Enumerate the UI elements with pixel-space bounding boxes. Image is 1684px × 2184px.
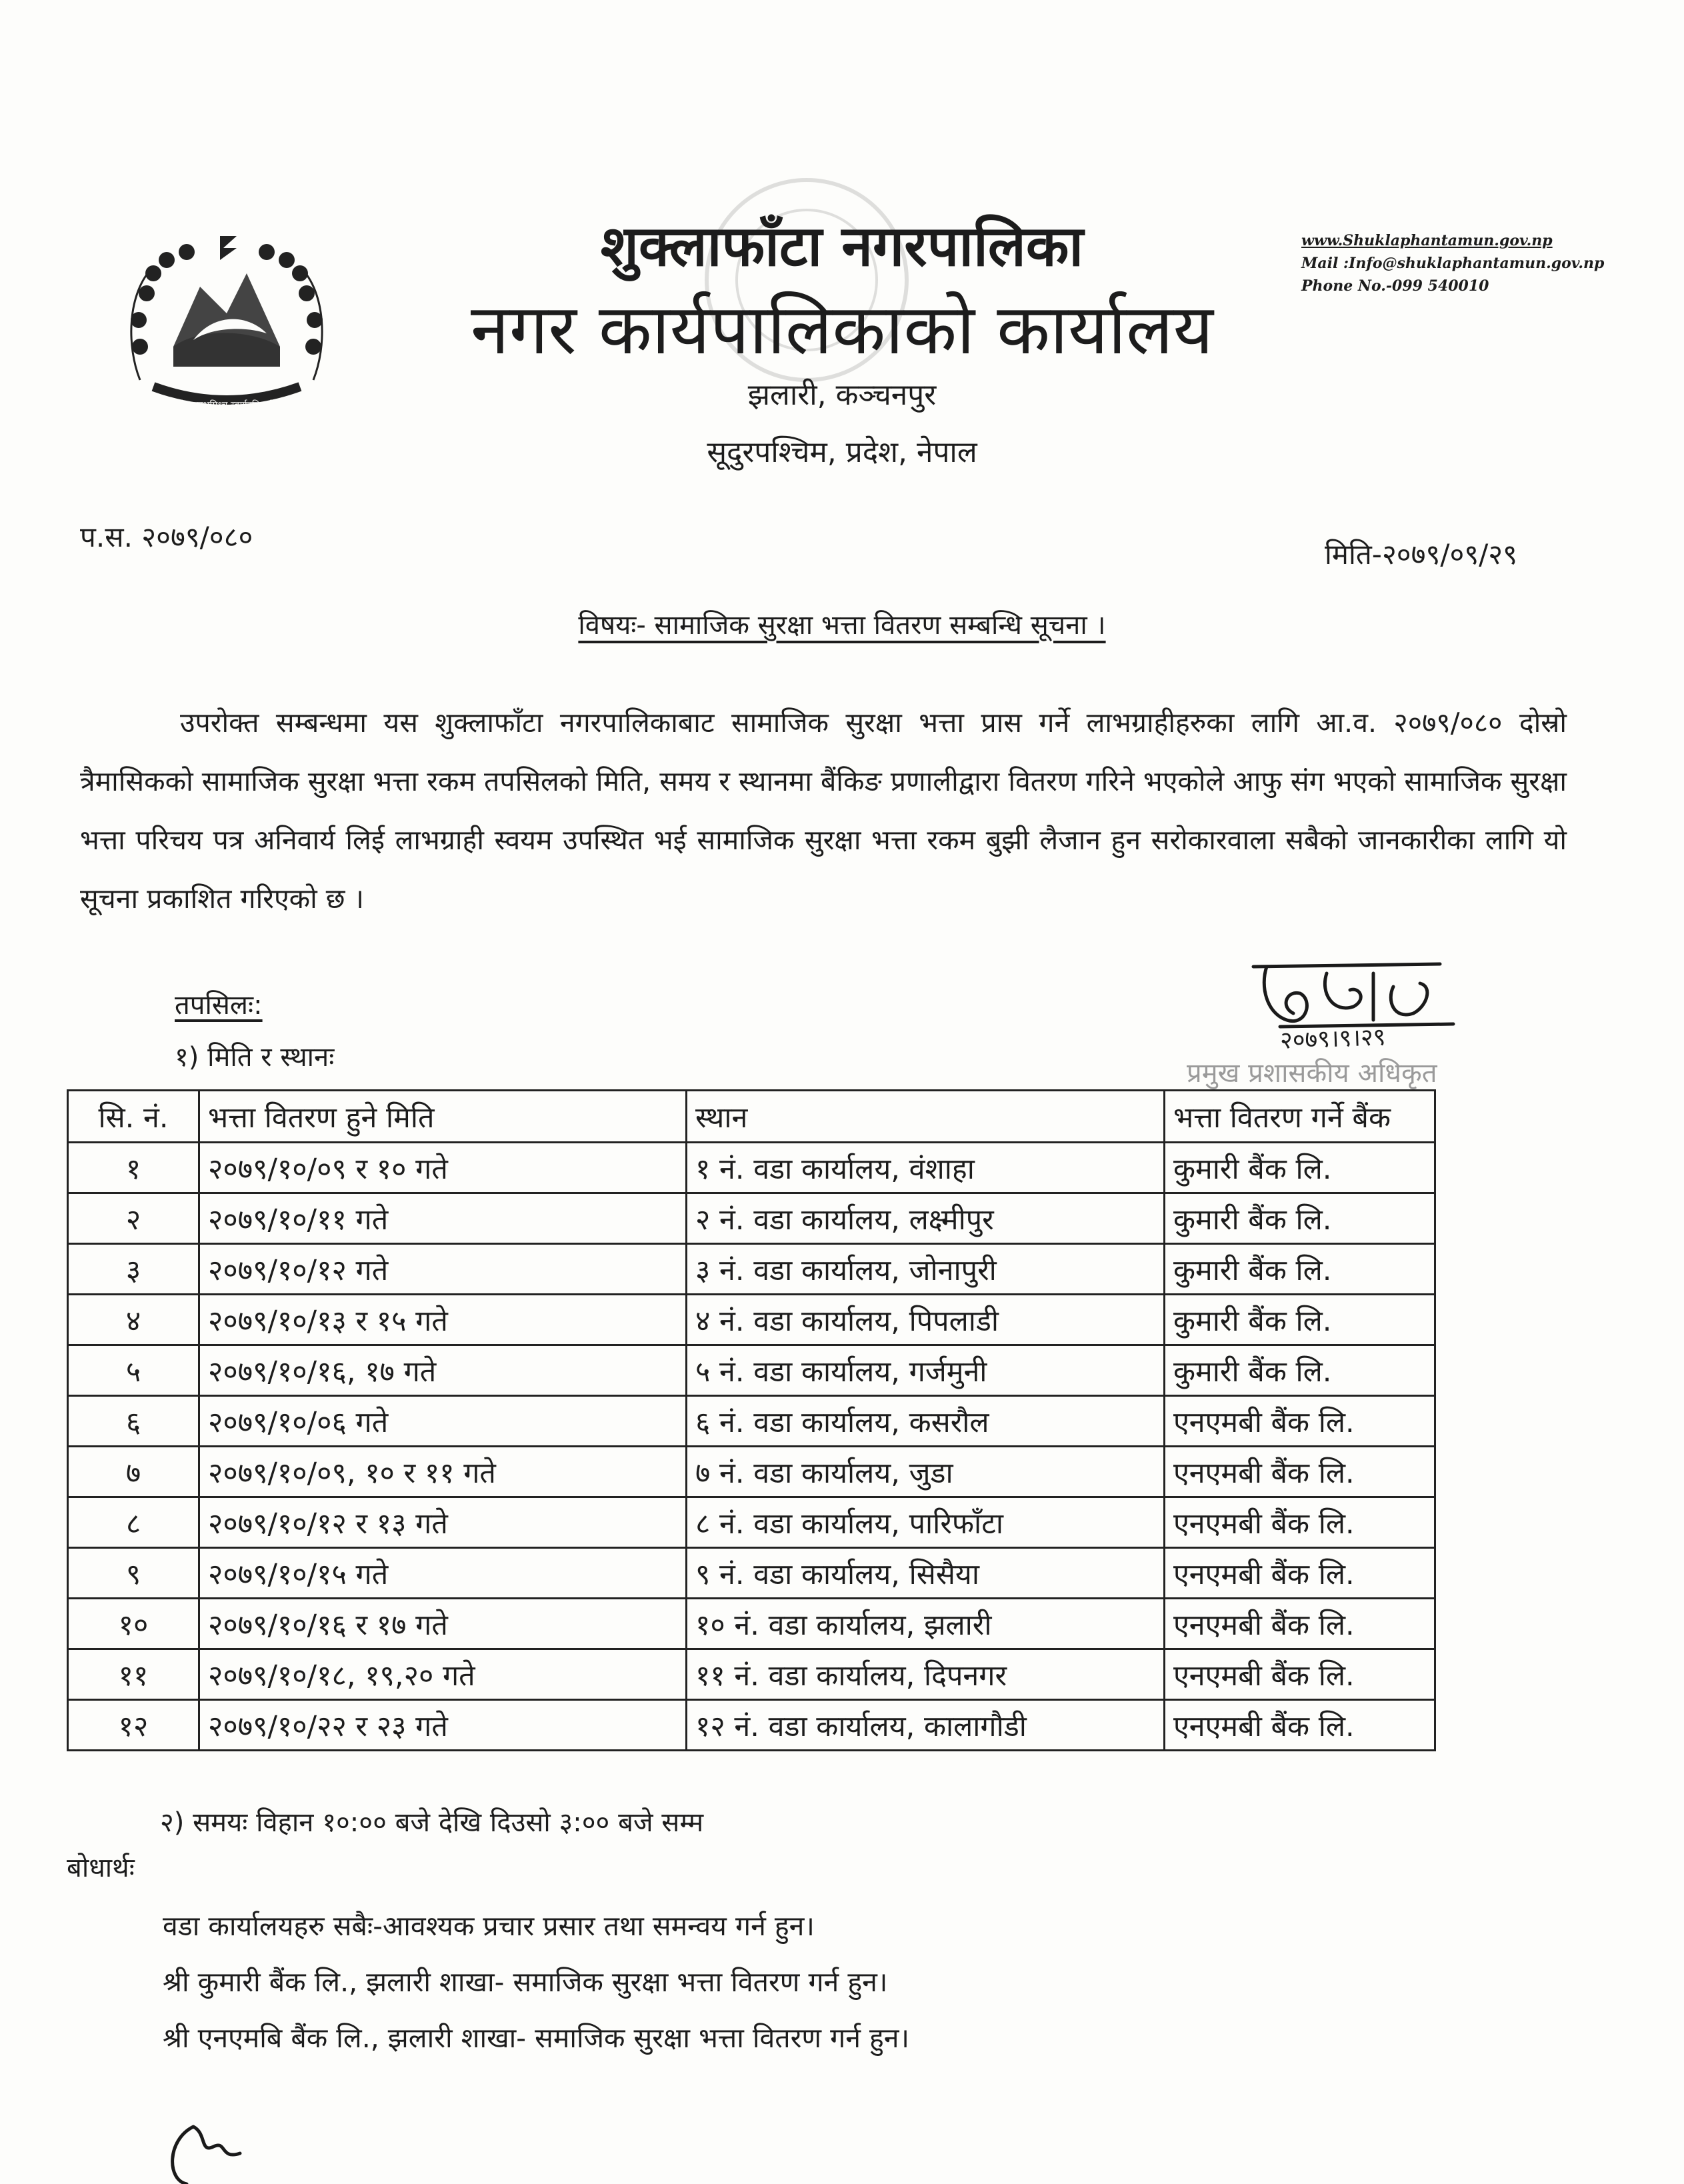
cell-date: २०७९/१०/१२ र १३ गते — [199, 1497, 687, 1548]
cc-line-3: श्री एनएमबि बैंक लि., झलारी शाखा- समाजिक सुरक्षा भत्ता वितरण गर्न हुन। — [163, 2022, 910, 2054]
website-link[interactable]: www.Shuklaphantamun.gov.np — [1301, 232, 1553, 249]
subject-text: विषयः- सामाजिक सुरक्षा भत्ता वितरण सम्बन्धि सूचना । — [578, 610, 1106, 641]
table-row — [68, 1599, 1435, 1649]
cell-bank: कुमारी बैंक लि. — [1165, 1295, 1435, 1345]
table-row — [68, 1447, 1435, 1497]
distribution-schedule-table — [67, 1089, 1436, 1751]
cell-serial: ५ — [68, 1345, 199, 1396]
cell-bank: एनएमबी बैंक लि. — [1165, 1548, 1435, 1599]
cell-date: २०७९/१०/१२ गते — [199, 1244, 687, 1295]
cell-serial: १२ — [68, 1700, 199, 1751]
table-row — [68, 1649, 1435, 1700]
cell-place: २ नं. वडा कार्यालय, लक्ष्मीपुर — [687, 1193, 1165, 1244]
bodhartha-label: बोधार्थः — [67, 1853, 135, 1883]
table-row — [68, 1345, 1435, 1396]
cell-serial: ८ — [68, 1497, 199, 1548]
cell-date: २०७९/१०/१८, १९,२० गते — [199, 1649, 687, 1700]
cell-place: ४ नं. वडा कार्यालय, पिपलाडी — [687, 1295, 1165, 1345]
table-row — [68, 1396, 1435, 1447]
cell-serial: २ — [68, 1193, 199, 1244]
cell-place: ११ नं. वडा कार्यालय, दिपनगर — [687, 1649, 1165, 1700]
cell-bank: एनएमबी बैंक लि. — [1165, 1700, 1435, 1751]
cell-bank: कुमारी बैंक लि. — [1165, 1143, 1435, 1193]
date-place-label: १) मिति र स्थानः — [175, 1042, 335, 1073]
header-date: भत्ता वितरण हुने मिति — [199, 1091, 687, 1143]
schedule-label: तपसिलः: — [175, 990, 263, 1021]
cell-serial: ७ — [68, 1447, 199, 1497]
cell-date: २०७९/१०/१६ र १७ गते — [199, 1599, 687, 1649]
office-name: नगर कार्यपालिकाको कार्यालय — [470, 289, 1214, 370]
cell-date: २०७९/१०/०९ र १० गते — [199, 1143, 687, 1193]
cell-place: ५ नं. वडा कार्यालय, गर्जमुनी — [687, 1345, 1165, 1396]
cc-line-2: श्री कुमारी बैंक लि., झलारी शाखा- समाजिक सुरक्षा भत्ता वितरण गर्न हुन। — [163, 1966, 888, 1998]
signature-date: २०७९।९।२९ — [1279, 1023, 1387, 1055]
address-line-1: झलारी, कञ्चनपुर — [747, 378, 937, 412]
cell-serial: ६ — [68, 1396, 199, 1447]
cell-serial: ११ — [68, 1649, 199, 1700]
cell-place: ८ नं. वडा कार्यालय, पारिफाँटा — [687, 1497, 1165, 1548]
emblem-motto: जननी जन्मभूमिश्च स्वर्गादपि गरीयसी — [165, 400, 289, 411]
contact-block — [1301, 229, 1604, 297]
cell-serial: ९ — [68, 1548, 199, 1599]
cell-bank: कुमारी बैंक लि. — [1165, 1244, 1435, 1295]
cc-line-1: वडा कार्यालयहरु सबैः-आवश्यक प्रचार प्रसार तथा समन्वय गर्न हुन। — [163, 1910, 815, 1942]
cell-date: २०७९/१०/०६ गते — [199, 1396, 687, 1447]
reference-number: प.स. २०७९/०८० — [80, 521, 253, 553]
cell-date: २०७९/१०/१३ र १५ गते — [199, 1295, 687, 1345]
cell-bank: एनएमबी बैंक लि. — [1165, 1396, 1435, 1447]
cell-date: २०७९/१०/२२ र २३ गते — [199, 1700, 687, 1751]
cell-bank: एनएमबी बैंक लि. — [1165, 1497, 1435, 1548]
cell-date: २०७९/१०/०९, १० र ११ गते — [199, 1447, 687, 1497]
table-row — [68, 1497, 1435, 1548]
header-bank: भत्ता वितरण गर्ने बैंक — [1165, 1091, 1435, 1143]
table-header-row — [68, 1091, 1435, 1143]
cell-place: ६ नं. वडा कार्यालय, कसरौल — [687, 1396, 1165, 1447]
table-row — [68, 1143, 1435, 1193]
cell-bank: एनएमबी बैंक लि. — [1165, 1649, 1435, 1700]
cell-bank: कुमारी बैंक लि. — [1165, 1345, 1435, 1396]
cell-place: ७ नं. वडा कार्यालय, जुडा — [687, 1447, 1165, 1497]
subject-line — [0, 605, 1684, 642]
cell-date: २०७९/१०/१६, १७ गते — [199, 1345, 687, 1396]
letter-date: मिति-२०७९/०९/२९ — [1325, 538, 1517, 571]
table-row — [68, 1548, 1435, 1599]
municipality-name: शुक्लाफाँटा नगरपालिका — [600, 213, 1084, 279]
time-line: २) समयः विहान १०:०० बजे देखि दिउसो ३:०० बजे सम्म — [160, 1807, 704, 1838]
header-place: स्थान — [687, 1091, 1165, 1143]
cell-bank: एनएमबी बैंक लि. — [1165, 1447, 1435, 1497]
bottom-signature-icon — [153, 2113, 300, 2184]
mail-text: Mail :Info@shuklaphantamun.gov.np — [1301, 255, 1605, 272]
table-row — [68, 1193, 1435, 1244]
table-row — [68, 1244, 1435, 1295]
cell-serial: ४ — [68, 1295, 199, 1345]
table-row — [68, 1700, 1435, 1751]
cell-serial: १ — [68, 1143, 199, 1193]
cell-date: २०७९/१०/१५ गते — [199, 1548, 687, 1599]
signatory-title: प्रमुख प्रशासकीय अधिकृत — [1187, 1058, 1437, 1089]
cell-place: १ नं. वडा कार्यालय, वंशाहा — [687, 1143, 1165, 1193]
cell-serial: १० — [68, 1599, 199, 1649]
cell-bank: कुमारी बैंक लि. — [1165, 1193, 1435, 1244]
phone-text: Phone No.-099 540010 — [1301, 277, 1489, 295]
header-serial: सि. नं. — [68, 1091, 199, 1143]
table-row — [68, 1295, 1435, 1345]
cell-bank: एनएमबी बैंक लि. — [1165, 1599, 1435, 1649]
body-paragraph: उपरोक्त सम्बन्धमा यस शुक्लाफाँटा नगरपालिकाबाट सामाजिक सुरक्षा भत्ता प्रास गर्ने लाभग्राहीहरुका लागि आ.व. २०७९/०८० दोस्रो त्रैमासिकको सामाजिक सुरक्षा भत्ता रकम तपसिलको मिति, समय र स्थानमा बैंकिङ प्रणालीद्वारा वितरण गरिने भएकोले आफु संग भएको सामाजिक सुरक्षा भत्ता परिचय पत्र अनिवार्य लिई लाभग्राही स्वयम उपस्थित भई सामाजिक सुरक्षा भत्ता रकम बुझी लैजान हुन सरोकारवाला सबैको जानकारीका लागि यो सूचना प्रकाशित गरिएको छ । — [80, 707, 1567, 915]
cell-serial: ३ — [68, 1244, 199, 1295]
cell-place: १० नं. वडा कार्यालय, झलारी — [687, 1599, 1165, 1649]
cell-place: १२ नं. वडा कार्यालय, कालागौडी — [687, 1700, 1165, 1751]
address-line-2: सूदुरपश्चिम, प्रदेश, नेपाल — [707, 435, 977, 469]
cell-place: ९ नं. वडा कार्यालय, सिसैया — [687, 1548, 1165, 1599]
cell-place: ३ नं. वडा कार्यालय, जोनापुरी — [687, 1244, 1165, 1295]
cell-date: २०७९/१०/११ गते — [199, 1193, 687, 1244]
